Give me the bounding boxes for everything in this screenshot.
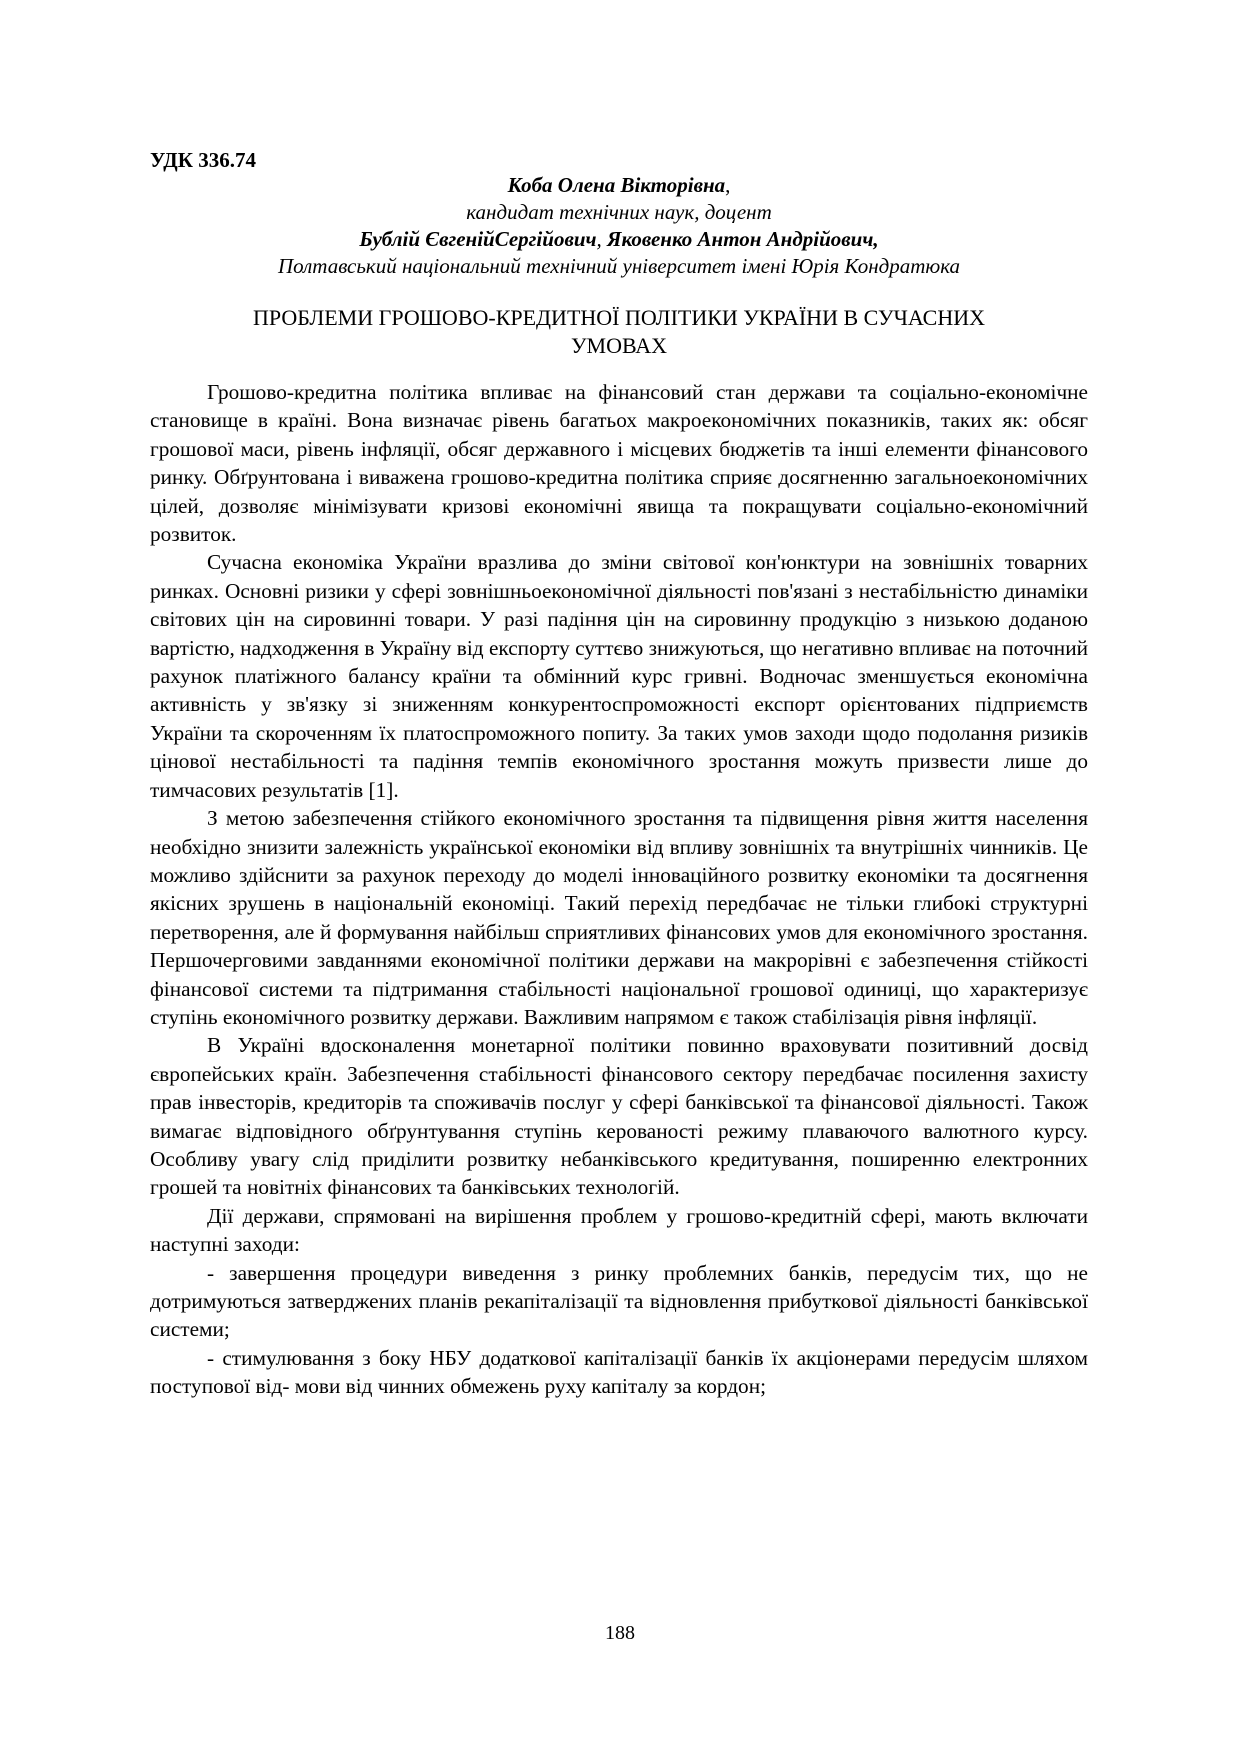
author1-title: кандидат технічних наук, доцент xyxy=(466,200,772,224)
affiliation: Полтавський національний технічний університет імені Юрія Кондратюка xyxy=(277,254,961,278)
list-item: - стимулювання з боку НБУ додаткової капіталізації банків їх акціонерами передусім шляхом поступової від- мови від чинних обмежень руху капіталу за кордон; xyxy=(150,1345,1088,1399)
paragraph: Сучасна економіка України вразлива до зміни світової кон'юнктури на зовнішніх товарних ринках. Основні ризики у сфері зовнішньоекономічної діяльності пов'язані з нестабільністю динаміки світових цін на сировинні товари. У разі падіння цін на сировинну продукцію з низькою доданою вартістю, надходження в Україну від експорту суттєво знижуються, що негативно впливає на поточний рахунок платіжного балансу країни та обмінний курс гривні. Водночас зменшується економічна активність у зв'язку зі зниженням конкурентоспроможності експорт орієнтованих підприємств України та скороченням їх платоспроможного попиту. За таких умов заходи щодо подолання ризиків цінової нестабільності та падіння темпів економічного зростання можуть призвести лише до тимчасових результатів [1]. xyxy=(150,550,1088,802)
paragraph: З метою забезпечення стійкого економічного зростання та підвищення рівня життя населення необхідно знизити залежність української економіки від впливу зовнішніх та внутрішніх чинників. Це можливо здійснити за рахунок переходу до моделі інноваційного розвитку економіки та досягнення якісних зрушень в національній економіці. Такий перехід передбачає не тільки глибокі структурні перетворення, але й формування найбільш сприятливих фінансових умов для економічного зростання. Першочерговими завданнями економічної політики держави на макрорівні є забезпечення стійкості фінансової системи та підтримання стабільності національної грошової одиниці, що характеризує ступінь економічного розвитку держави. Важливим напрямом є також стабілізація рівня інфляції. xyxy=(150,806,1088,1029)
author3-name: Яковенко Антон Андрійович, xyxy=(607,227,879,251)
author-line-1 xyxy=(150,172,1088,199)
author-block xyxy=(150,172,1088,280)
paragraph: Грошово-кредитна політика впливає на фінансовий стан держави та соціально-економічне становище в країні. Вона визначає рівень багатьох макроекономічних показників, таких як: обсяг грошової маси, рівень інфляції, обсяг державного і місцевих бюджетів та інші елементи фінансового ринку. Обґрунтована і виважена грошово-кредитна політика сприяє досягненню загальноекономічних цілей, дозволяє мінімізувати кризові економічні явища та покращувати соціально-економічний розвиток. xyxy=(150,380,1088,547)
author2-separator: , xyxy=(596,227,608,251)
author-line-2 xyxy=(150,226,1088,253)
list-item: - завершення процедури виведення з ринку проблемних банків, передусім тих, що не дотримуються затверджених планів рекапіталізації та відновлення прибуткової діяльності банківської системи; xyxy=(150,1260,1088,1342)
udk-code: УДК 336.74 xyxy=(150,148,256,172)
author1-separator: , xyxy=(725,173,731,197)
article-body xyxy=(150,378,1088,1401)
article-title-line-1: ПРОБЛЕМИ ГРОШОВО-КРЕДИТНОЇ ПОЛІТИКИ УКРАЇНИ В СУЧАСНИХ xyxy=(252,305,986,330)
author2-name: Бублій ЄвгенійСергійович xyxy=(359,227,597,251)
page-content xyxy=(150,146,1088,1401)
article-title xyxy=(150,304,1088,360)
paragraph: Дії держави, спрямовані на вирішення проблем у грошово-кредитній сфері, мають включати наступні заходи: xyxy=(150,1203,1088,1257)
page-number: 188 xyxy=(605,1622,635,1644)
paragraph: В Україні вдосконалення монетарної політики повинно враховувати позитивний досвід європейських країн. Забезпечення стабільності фінансового сектору передбачає посилення захисту прав інвесторів, кредиторів та споживачів послуг у сфері банківської та фінансової діяльності. Також вимагає відповідного обґрунтування ступінь керованості режиму плаваючого валютного курсу. Особливу увагу слід приділити розвитку небанківського кредитування, поширенню електронних грошей та новітніх фінансових та банківських технологій. xyxy=(150,1033,1088,1200)
author1-name: Коба Олена Вікторівна xyxy=(507,173,726,197)
article-title-line-2: УМОВАХ xyxy=(570,333,668,358)
